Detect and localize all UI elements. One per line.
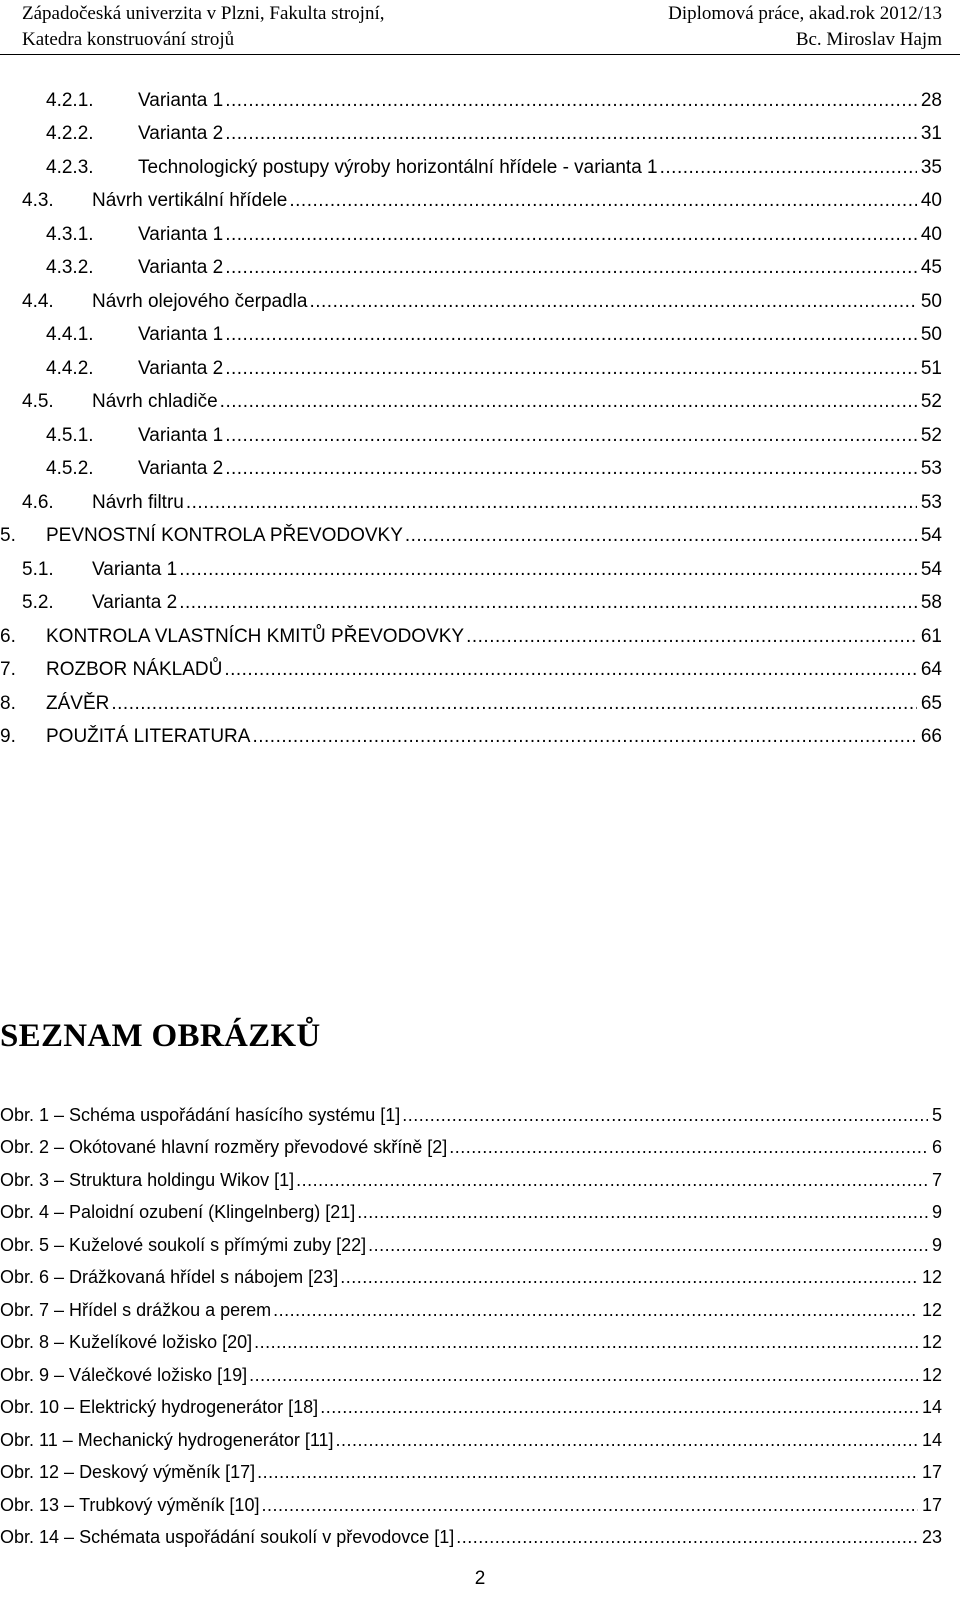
figure-entry[interactable] [0,1223,960,1256]
figure-entry[interactable] [0,1516,960,1549]
entry-page-number: 64 [920,659,942,680]
entry-number: Obr. 1 [0,1104,50,1125]
toc-entry[interactable] [0,112,960,146]
toc-entry[interactable] [0,614,960,648]
entry-title: Struktura holdingu Wikov [1] [69,1169,295,1190]
figure-entry[interactable] [0,1191,960,1224]
dot-leader [225,358,917,380]
dot-leader [254,1332,918,1353]
entry-page-number: 51 [920,357,942,379]
figure-entry[interactable] [0,1321,960,1354]
dot-leader [405,525,917,547]
entry-number: 4.5.1. [46,424,94,446]
entry-number: 6. [0,625,16,647]
toc-entry[interactable] [0,380,960,414]
dot-leader [111,693,917,715]
figures-heading: SEZNAM OBRÁZKŮ [0,1018,321,1054]
dot-leader [456,1527,918,1548]
dot-leader [449,1137,928,1158]
toc-entry[interactable] [0,715,960,749]
entry-number: 4.4. [22,290,54,312]
entry-title: Schémata uspořádání soukolí v převodovce [1] [79,1527,455,1547]
entry-page-number: 23 [921,1527,942,1547]
page-number: 2 [474,1568,486,1589]
entry-title: Hřídel s drážkou a perem [69,1299,272,1320]
entry-page-number: 52 [920,391,942,412]
entry-page-number: 6 [931,1137,942,1157]
entry-title: Varianta 1 [138,424,224,446]
entry-page-number: 40 [920,223,942,245]
toc-entry[interactable] [0,681,960,715]
entry-separator: – [49,1169,70,1190]
entry-title: Deskový výměník [17] [79,1462,256,1482]
figure-entry[interactable] [0,1353,960,1386]
dot-leader [340,1267,918,1288]
toc-entry[interactable] [0,648,960,682]
entry-number: 4.4.2. [46,357,94,379]
entry-number: 4.4.1. [46,324,94,345]
entry-separator: – [49,1364,70,1385]
entry-separator: – [59,1527,80,1547]
entry-page-number: 14 [921,1397,942,1417]
entry-number: Obr. 11 [0,1429,58,1450]
figure-entry[interactable] [0,1386,960,1419]
entry-page-number: 28 [920,89,942,111]
entry-title: Schéma uspořádání hasícího systému [1] [69,1104,401,1125]
entry-page-number: 31 [920,123,942,144]
toc-entry[interactable] [0,346,960,380]
entry-number: 5.1. [22,558,54,580]
entry-number: Obr. 3 [0,1169,50,1190]
entry-page-number: 12 [921,1299,942,1320]
entry-page-number: 12 [921,1267,942,1287]
header-author: Bc. Miroslav Hajm [795,29,942,50]
entry-separator: – [57,1429,78,1450]
page-header [0,0,960,55]
dot-leader [660,157,917,179]
entry-number: 4.2.2. [46,123,94,144]
table-of-contents [0,78,960,748]
entry-title: Kuželové soukolí s přímými zuby [22] [69,1234,367,1255]
entry-page-number: 45 [920,257,942,278]
dot-leader [225,224,917,246]
entry-page-number: 50 [920,290,942,312]
entry-title: Návrh olejového čerpadla [92,290,308,312]
entry-number: 4.3.1. [46,223,94,245]
entry-number: Obr. 6 [0,1267,50,1287]
entry-page-number: 5 [931,1104,942,1125]
toc-entry[interactable] [0,246,960,280]
entry-title: Okótované hlavní rozměry převodové skříně [2] [69,1137,448,1157]
toc-entry[interactable] [0,78,960,112]
entry-title: Návrh filtru [92,491,184,513]
entry-separator: – [49,1104,70,1125]
entry-page-number: 14 [921,1429,942,1450]
dot-leader [225,257,917,279]
dot-leader [249,1365,918,1386]
dot-leader [224,659,917,681]
entry-number: Obr. 13 [0,1494,60,1515]
toc-entry[interactable] [0,447,960,481]
entry-number: Obr. 12 [0,1462,60,1482]
figure-entry[interactable] [0,1451,960,1484]
entry-number: 4.5.2. [46,458,94,479]
entry-title: Varianta 2 [138,257,224,278]
entry-number: Obr. 9 [0,1364,50,1385]
entry-number: 9. [0,726,16,747]
entry-title: Varianta 2 [92,592,178,613]
entry-title: ZÁVĚR [46,692,110,714]
entry-separator: – [49,1137,70,1157]
list-of-figures [0,1093,960,1548]
entry-title: Technologický postupy výroby horizontální hřídele - varianta 1 [138,156,658,178]
entry-separator: – [59,1494,80,1515]
entry-number: Obr. 10 [0,1397,60,1417]
figure-entry[interactable] [0,1418,960,1451]
entry-title: Varianta 2 [138,357,224,379]
entry-title: Kuželíkové ložisko [20] [69,1332,253,1352]
entry-number: 4.3. [22,190,54,211]
entry-title: Varianta 1 [138,324,224,345]
entry-title: Návrh chladiče [92,391,218,412]
entry-title: PEVNOSTNÍ KONTROLA PŘEVODOVKY [46,525,403,546]
entry-title: Elektrický hydrogenerátor [18] [79,1397,319,1417]
entry-number: Obr. 2 [0,1137,50,1157]
dot-leader [225,123,917,145]
dot-leader [257,1462,918,1483]
entry-page-number: 65 [920,692,942,714]
dot-leader [186,492,917,514]
entry-separator: – [49,1299,70,1320]
entry-page-number: 58 [920,592,942,613]
dot-leader [225,324,917,346]
dot-leader [225,425,917,447]
entry-separator: – [49,1202,70,1222]
dot-leader [357,1202,928,1223]
dot-leader [368,1235,928,1256]
dot-leader [225,458,917,480]
entry-title: Varianta 2 [138,123,224,144]
entry-number: Obr. 14 [0,1527,60,1547]
dot-leader [402,1105,928,1126]
figure-entry[interactable] [0,1158,960,1191]
toc-entry[interactable] [0,212,960,246]
entry-page-number: 17 [921,1462,942,1482]
entry-page-number: 53 [920,458,942,479]
entry-separator: – [59,1462,80,1482]
header-university: Západočeská univerzita v Plzni, Fakulta strojní, [22,3,385,24]
entry-number: 4.6. [22,491,54,513]
toc-entry[interactable] [0,313,960,347]
dot-leader [296,1170,928,1191]
dot-leader [225,90,917,112]
entry-title: Varianta 2 [138,458,224,479]
entry-title: Návrh vertikální hřídele [92,190,288,211]
entry-number: Obr. 4 [0,1202,50,1222]
entry-page-number: 61 [920,625,942,647]
entry-page-number: 35 [920,156,942,178]
dot-leader [309,291,916,313]
entry-page-number: 9 [931,1202,942,1222]
entry-number: 7. [0,659,16,680]
entry-number: Obr. 8 [0,1332,50,1352]
figure-entry[interactable] [0,1256,960,1289]
entry-separator: – [49,1234,70,1255]
entry-separator: – [49,1267,70,1287]
figure-entry[interactable] [0,1288,960,1321]
entry-title: Varianta 1 [138,223,224,245]
entry-number: 8. [0,692,16,714]
entry-page-number: 12 [921,1364,942,1385]
toc-entry[interactable] [0,514,960,548]
entry-number: 4.2.1. [46,89,94,111]
entry-page-number: 50 [920,324,942,345]
entry-title: KONTROLA VLASTNÍCH KMITŮ PŘEVODOVKY [46,625,465,647]
entry-title: Varianta 1 [138,89,224,111]
entry-page-number: 9 [931,1234,942,1255]
figure-entry[interactable] [0,1126,960,1159]
toc-entry[interactable] [0,581,960,615]
dot-leader [320,1397,918,1418]
dot-leader [273,1300,918,1321]
dot-leader [289,190,916,212]
entry-number: 5. [0,525,16,546]
entry-page-number: 54 [920,525,942,546]
entry-number: Obr. 5 [0,1234,50,1255]
entry-page-number: 12 [921,1332,942,1352]
entry-title: Varianta 1 [92,558,178,580]
entry-page-number: 40 [920,190,942,211]
toc-entry[interactable] [0,279,960,313]
entry-page-number: 66 [920,726,942,747]
entry-title: ROZBOR NÁKLADŮ [46,659,223,680]
header-thesis-info: Diplomová práce, akad.rok 2012/13 [668,3,942,24]
toc-entry[interactable] [0,413,960,447]
entry-title: Válečkové ložisko [19] [69,1364,248,1385]
header-department: Katedra konstruování strojů [22,29,235,50]
entry-title: Mechanický hydrogenerátor [11] [77,1429,334,1450]
entry-page-number: 53 [920,491,942,513]
figure-entry[interactable] [0,1483,960,1516]
dot-leader [336,1430,918,1451]
entry-title: Paloidní ozubení (Klingelnberg) [21] [69,1202,356,1222]
entry-page-number: 17 [921,1494,942,1515]
entry-number: Obr. 7 [0,1299,50,1320]
dot-leader [220,391,917,413]
entry-number: 4.2.3. [46,156,94,178]
dot-leader [179,592,917,614]
entry-title: Trubkový výměník [10] [79,1494,260,1515]
entry-page-number: 7 [931,1169,942,1190]
entry-separator: – [59,1397,80,1417]
entry-page-number: 54 [920,558,942,580]
entry-number: 5.2. [22,592,54,613]
toc-entry[interactable] [0,145,960,179]
entry-page-number: 52 [920,424,942,446]
toc-entry[interactable] [0,480,960,514]
figure-entry[interactable] [0,1093,960,1126]
toc-entry[interactable] [0,179,960,213]
entry-separator: – [49,1332,70,1352]
dot-leader [252,726,916,748]
entry-number: 4.3.2. [46,257,94,278]
toc-entry[interactable] [0,547,960,581]
dot-leader [261,1495,918,1516]
dot-leader [466,626,917,648]
dot-leader [179,559,917,581]
entry-title: POUŽITÁ LITERATURA [46,726,251,747]
entry-title: Drážkovaná hřídel s nábojem [23] [69,1267,339,1287]
entry-number: 4.5. [22,391,54,412]
